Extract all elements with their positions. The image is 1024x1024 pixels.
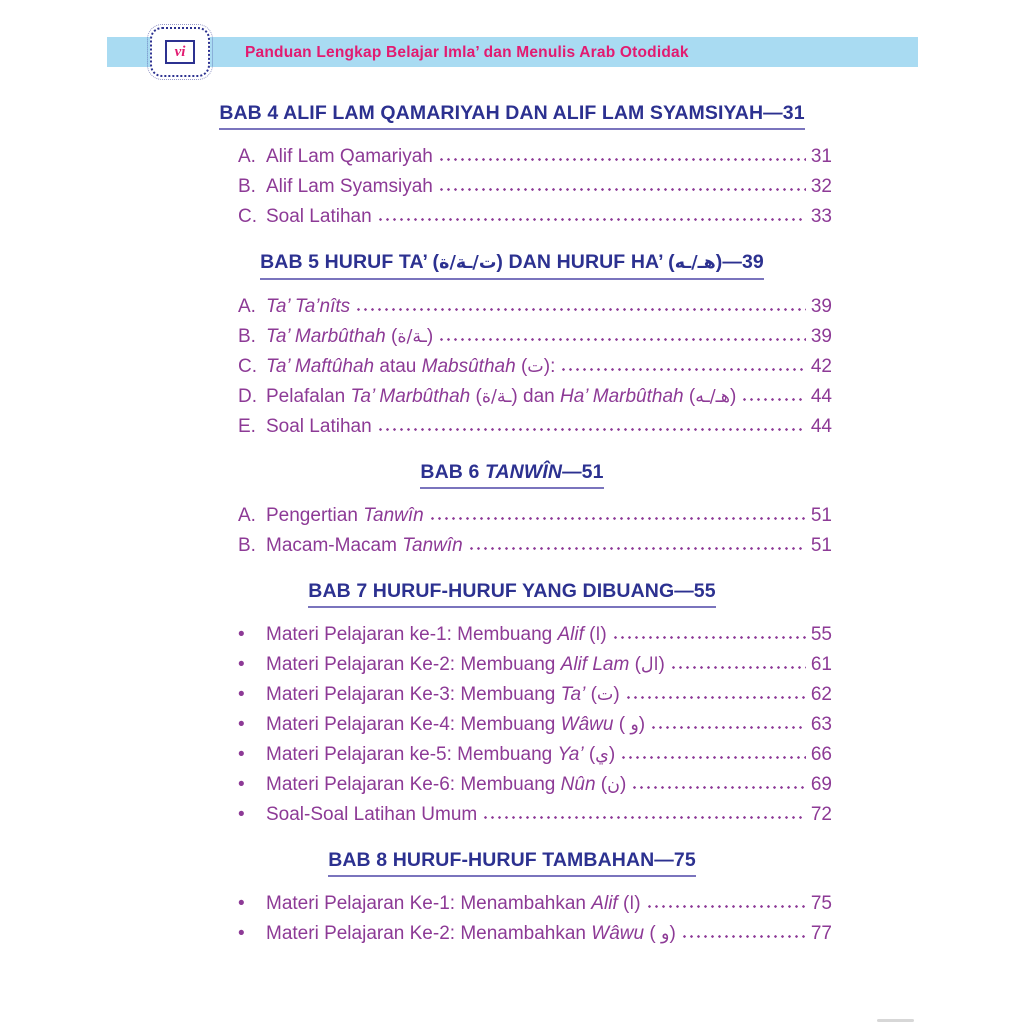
toc-entry-page: 31 bbox=[810, 146, 832, 167]
text-segment: Materi Pelajaran Ke-4: Membuang bbox=[266, 714, 561, 735]
arabic-text: ي bbox=[595, 745, 609, 765]
text-segment: Tanwîn bbox=[402, 535, 463, 556]
text-segment: Materi Pelajaran Ke-2: Membuang bbox=[266, 654, 561, 675]
text-segment: ) bbox=[658, 654, 665, 675]
toc-entry-label bbox=[266, 292, 350, 322]
toc-entry-page: 39 bbox=[810, 326, 832, 347]
dot-leader bbox=[612, 635, 806, 640]
chapter-heading-row bbox=[96, 578, 928, 608]
toc-entry-marker: A. bbox=[238, 505, 256, 526]
arabic-text: ت bbox=[527, 357, 544, 377]
text-segment: ) bbox=[634, 893, 641, 914]
toc-entry-page: 44 bbox=[810, 386, 832, 407]
toc-entry bbox=[238, 501, 832, 531]
text-segment: Materi Pelajaran Ke-3: Membuang bbox=[266, 684, 561, 705]
text-segment: Alif bbox=[557, 624, 584, 645]
text-segment: ) bbox=[600, 624, 607, 645]
text-segment: ( bbox=[644, 923, 661, 944]
text-segment: ( bbox=[629, 654, 641, 675]
toc-entry bbox=[238, 202, 832, 232]
chapter-heading-row bbox=[96, 847, 928, 877]
text-segment: ( bbox=[613, 714, 631, 735]
arabic-text: ن bbox=[607, 775, 620, 795]
toc-section bbox=[96, 459, 928, 561]
text-segment: Ta’ Maftûhah bbox=[266, 356, 375, 377]
toc-entry-label bbox=[266, 740, 615, 770]
dot-leader bbox=[377, 427, 806, 432]
toc-entry-page: 32 bbox=[810, 176, 832, 197]
text-segment: Wâwu bbox=[560, 714, 614, 735]
dot-leader bbox=[429, 516, 806, 521]
text-segment: BAB 8 HURUF-HURUF TAMBAHAN—75 bbox=[328, 849, 696, 871]
toc-entry-marker: C. bbox=[238, 356, 257, 377]
dot-leader bbox=[646, 904, 806, 909]
arabic-text: و bbox=[630, 715, 639, 735]
toc-entry-marker: • bbox=[238, 654, 245, 675]
text-segment: Pelafalan bbox=[266, 386, 351, 407]
text-segment: BAB 6 bbox=[420, 461, 485, 483]
text-segment: atau bbox=[374, 356, 422, 377]
dot-leader bbox=[681, 934, 806, 939]
toc-entry-page: 69 bbox=[810, 774, 832, 795]
text-segment: ( bbox=[595, 774, 608, 795]
text-segment: Ta’ Ta’nîts bbox=[266, 296, 351, 317]
arabic-text: ت/ـة/ة bbox=[439, 253, 497, 273]
toc-entry-page: 77 bbox=[810, 923, 832, 944]
toc-entry bbox=[238, 412, 832, 442]
text-segment: BAB 7 HURUF-HURUF YANG DIBUANG—55 bbox=[308, 580, 716, 602]
text-segment: ( bbox=[617, 893, 630, 914]
text-segment: BAB 5 HURUF TA’ ( bbox=[260, 251, 440, 273]
text-segment: Materi Pelajaran Ke-2: Menambahkan bbox=[266, 923, 592, 944]
toc-entry-label bbox=[266, 800, 477, 830]
dot-leader bbox=[670, 665, 806, 670]
text-segment: Ta’ Marbûthah bbox=[350, 386, 471, 407]
text-segment: ) bbox=[619, 774, 627, 795]
text-segment: ) bbox=[638, 714, 646, 735]
arabic-text: ت bbox=[596, 685, 614, 705]
text-segment: ) bbox=[729, 386, 737, 407]
toc-entry-page: 63 bbox=[810, 714, 832, 735]
toc-entry-marker: • bbox=[238, 804, 245, 825]
text-segment: Soal-Soal Latihan Umum bbox=[266, 804, 478, 825]
toc-entry-label bbox=[266, 531, 463, 561]
dot-leader bbox=[625, 695, 806, 700]
toc-section bbox=[96, 100, 928, 232]
toc-entry bbox=[238, 889, 832, 919]
toc-entry-label bbox=[266, 889, 641, 919]
text-segment: ( bbox=[515, 356, 528, 377]
toc-entry-marker: • bbox=[238, 684, 245, 705]
toc-entry-page: 44 bbox=[810, 416, 832, 437]
toc-entry-label bbox=[266, 322, 433, 352]
chapter-heading bbox=[260, 249, 764, 280]
arabic-text: ـة/ة bbox=[397, 327, 427, 347]
toc-entry bbox=[238, 620, 832, 650]
text-segment: ) bbox=[613, 684, 620, 705]
toc-entry-marker: B. bbox=[238, 176, 256, 197]
dot-leader bbox=[631, 785, 806, 790]
text-segment: ( bbox=[583, 744, 596, 765]
dot-leader bbox=[438, 337, 806, 342]
toc-entry bbox=[238, 770, 832, 800]
text-segment: Ta’ Marbûthah bbox=[266, 326, 386, 347]
toc-entry-label bbox=[266, 172, 433, 202]
dot-leader bbox=[560, 367, 806, 372]
toc-entry bbox=[238, 531, 832, 561]
arabic-text: ـة/ة bbox=[481, 387, 512, 407]
text-segment: ( bbox=[470, 386, 482, 407]
stray-artifact bbox=[877, 1019, 914, 1022]
ornament-badge bbox=[150, 27, 210, 77]
dot-leader bbox=[620, 755, 806, 760]
text-segment: )—39 bbox=[715, 251, 764, 273]
page-number: vi bbox=[165, 40, 196, 64]
toc-entry-marker: E. bbox=[238, 416, 256, 437]
text-segment: Wâwu bbox=[591, 923, 645, 944]
text-segment: ( bbox=[585, 684, 597, 705]
toc-entry bbox=[238, 800, 832, 830]
text-segment: Alif bbox=[591, 893, 618, 914]
toc-entry-label bbox=[266, 680, 620, 710]
arabic-text: ال bbox=[640, 655, 659, 675]
text-segment: Macam-Macam bbox=[266, 535, 403, 556]
toc-entry-page: 62 bbox=[810, 684, 832, 705]
toc-entry-page: 33 bbox=[810, 206, 832, 227]
text-segment: Soal Latihan bbox=[266, 416, 372, 437]
text-segment: Materi Pelajaran ke-5: Membuang bbox=[266, 744, 558, 765]
text-segment: Ta’ bbox=[560, 684, 586, 705]
dot-leader bbox=[377, 217, 806, 222]
toc-entry bbox=[238, 172, 832, 202]
toc-entry bbox=[238, 919, 832, 949]
toc-entry bbox=[238, 352, 832, 382]
text-segment: Materi Pelajaran Ke-6: Membuang bbox=[266, 774, 561, 795]
text-segment: TANWÎN bbox=[484, 461, 563, 483]
text-segment: ) bbox=[669, 923, 676, 944]
text-segment: ( bbox=[683, 386, 696, 407]
toc-entry-page: 72 bbox=[810, 804, 832, 825]
toc-entry-page: 51 bbox=[810, 535, 832, 556]
toc-entry-marker: • bbox=[238, 893, 245, 914]
running-header-title: Panduan Lengkap Belajar Imla’ dan Menulis Arab Otodidak bbox=[245, 44, 689, 61]
toc-entry-label bbox=[266, 352, 555, 382]
toc-entry-label bbox=[266, 202, 372, 232]
toc-entry-marker: • bbox=[238, 923, 245, 944]
text-segment: Mabsûthah bbox=[421, 356, 516, 377]
dot-leader bbox=[355, 307, 806, 312]
toc-section bbox=[96, 249, 928, 442]
toc-entry-marker: • bbox=[238, 714, 245, 735]
toc-entry-page: 75 bbox=[810, 893, 832, 914]
text-segment: Ha’ Marbûthah bbox=[560, 386, 684, 407]
arabic-text: و bbox=[660, 924, 670, 944]
toc-section bbox=[96, 847, 928, 949]
toc-entry bbox=[238, 142, 832, 172]
text-segment: ) dan bbox=[511, 386, 561, 407]
toc-entry-label bbox=[266, 501, 424, 531]
text-segment: Alif Lam Syamsiyah bbox=[266, 176, 433, 197]
toc-entry-page: 61 bbox=[810, 654, 832, 675]
toc-entry bbox=[238, 650, 832, 680]
dot-leader bbox=[468, 546, 806, 551]
toc-entry bbox=[238, 680, 832, 710]
chapter-heading bbox=[420, 459, 603, 489]
dot-leader bbox=[482, 815, 806, 820]
toc-entry-marker: D. bbox=[238, 386, 257, 407]
text-segment: Soal Latihan bbox=[266, 206, 372, 227]
toc-entry-marker: A. bbox=[238, 296, 256, 317]
dot-leader bbox=[741, 397, 806, 402]
chapter-heading bbox=[308, 578, 715, 608]
text-segment: Nûn bbox=[560, 774, 596, 795]
dot-leader bbox=[438, 157, 806, 162]
arabic-text: هـ/ـه bbox=[674, 253, 716, 273]
chapter-heading bbox=[219, 100, 804, 130]
toc-entry bbox=[238, 322, 832, 352]
arabic-text: ا bbox=[629, 894, 635, 914]
toc-entry-label bbox=[266, 919, 676, 949]
toc-entry-page: 42 bbox=[810, 356, 832, 377]
toc-section bbox=[96, 578, 928, 830]
toc-entry-page: 55 bbox=[810, 624, 832, 645]
toc bbox=[96, 92, 928, 949]
text-segment: ( bbox=[583, 624, 596, 645]
text-segment: ): bbox=[543, 356, 556, 377]
text-segment: ) bbox=[426, 326, 434, 347]
arabic-text: ا bbox=[595, 625, 601, 645]
text-segment: ) bbox=[608, 744, 616, 765]
arabic-text: هـ/ـه bbox=[695, 387, 730, 407]
toc-entry-label bbox=[266, 382, 736, 412]
toc-entry bbox=[238, 292, 832, 322]
chapter-heading bbox=[328, 847, 696, 877]
toc-entry bbox=[238, 710, 832, 740]
chapter-heading-row bbox=[96, 459, 928, 489]
dot-leader bbox=[650, 725, 806, 730]
text-segment: Tanwîn bbox=[363, 505, 424, 526]
text-segment: Materi Pelajaran Ke-1: Menambahkan bbox=[266, 893, 592, 914]
text-segment: ) DAN HURUF HA’ ( bbox=[496, 251, 675, 273]
toc-entry-label bbox=[266, 770, 626, 800]
toc-entry-page: 39 bbox=[810, 296, 832, 317]
text-segment: —51 bbox=[562, 461, 604, 483]
toc-entry-label bbox=[266, 710, 645, 740]
text-segment: BAB 4 ALIF LAM QAMARIYAH DAN ALIF LAM SYAMSIYAH—31 bbox=[219, 102, 805, 124]
toc-entry-marker: B. bbox=[238, 326, 256, 347]
toc-entry bbox=[238, 382, 832, 412]
text-segment: Alif Lam bbox=[560, 654, 630, 675]
toc-entry-page: 66 bbox=[810, 744, 832, 765]
toc-entry-label bbox=[266, 142, 433, 172]
dot-leader bbox=[438, 187, 806, 192]
chapter-heading-row bbox=[96, 100, 928, 130]
toc-entry bbox=[238, 740, 832, 770]
toc-entry-label bbox=[266, 412, 372, 442]
chapter-heading-row bbox=[96, 249, 928, 280]
text-segment: Ya’ bbox=[557, 744, 584, 765]
toc-entry-marker: A. bbox=[238, 146, 256, 167]
toc-entry-marker: C. bbox=[238, 206, 257, 227]
toc-entry-marker: • bbox=[238, 774, 245, 795]
toc-entry-page: 51 bbox=[810, 505, 832, 526]
text-segment: Materi Pelajaran ke-1: Membuang bbox=[266, 624, 558, 645]
toc-entry-marker: • bbox=[238, 744, 245, 765]
toc-entry-marker: • bbox=[238, 624, 245, 645]
text-segment: ( bbox=[385, 326, 398, 347]
text-segment: Alif Lam Qamariyah bbox=[266, 146, 433, 167]
text-segment: Pengertian bbox=[266, 505, 364, 526]
toc-entry-label bbox=[266, 620, 607, 650]
toc-entry-label bbox=[266, 650, 665, 680]
toc-entry-marker: B. bbox=[238, 535, 256, 556]
